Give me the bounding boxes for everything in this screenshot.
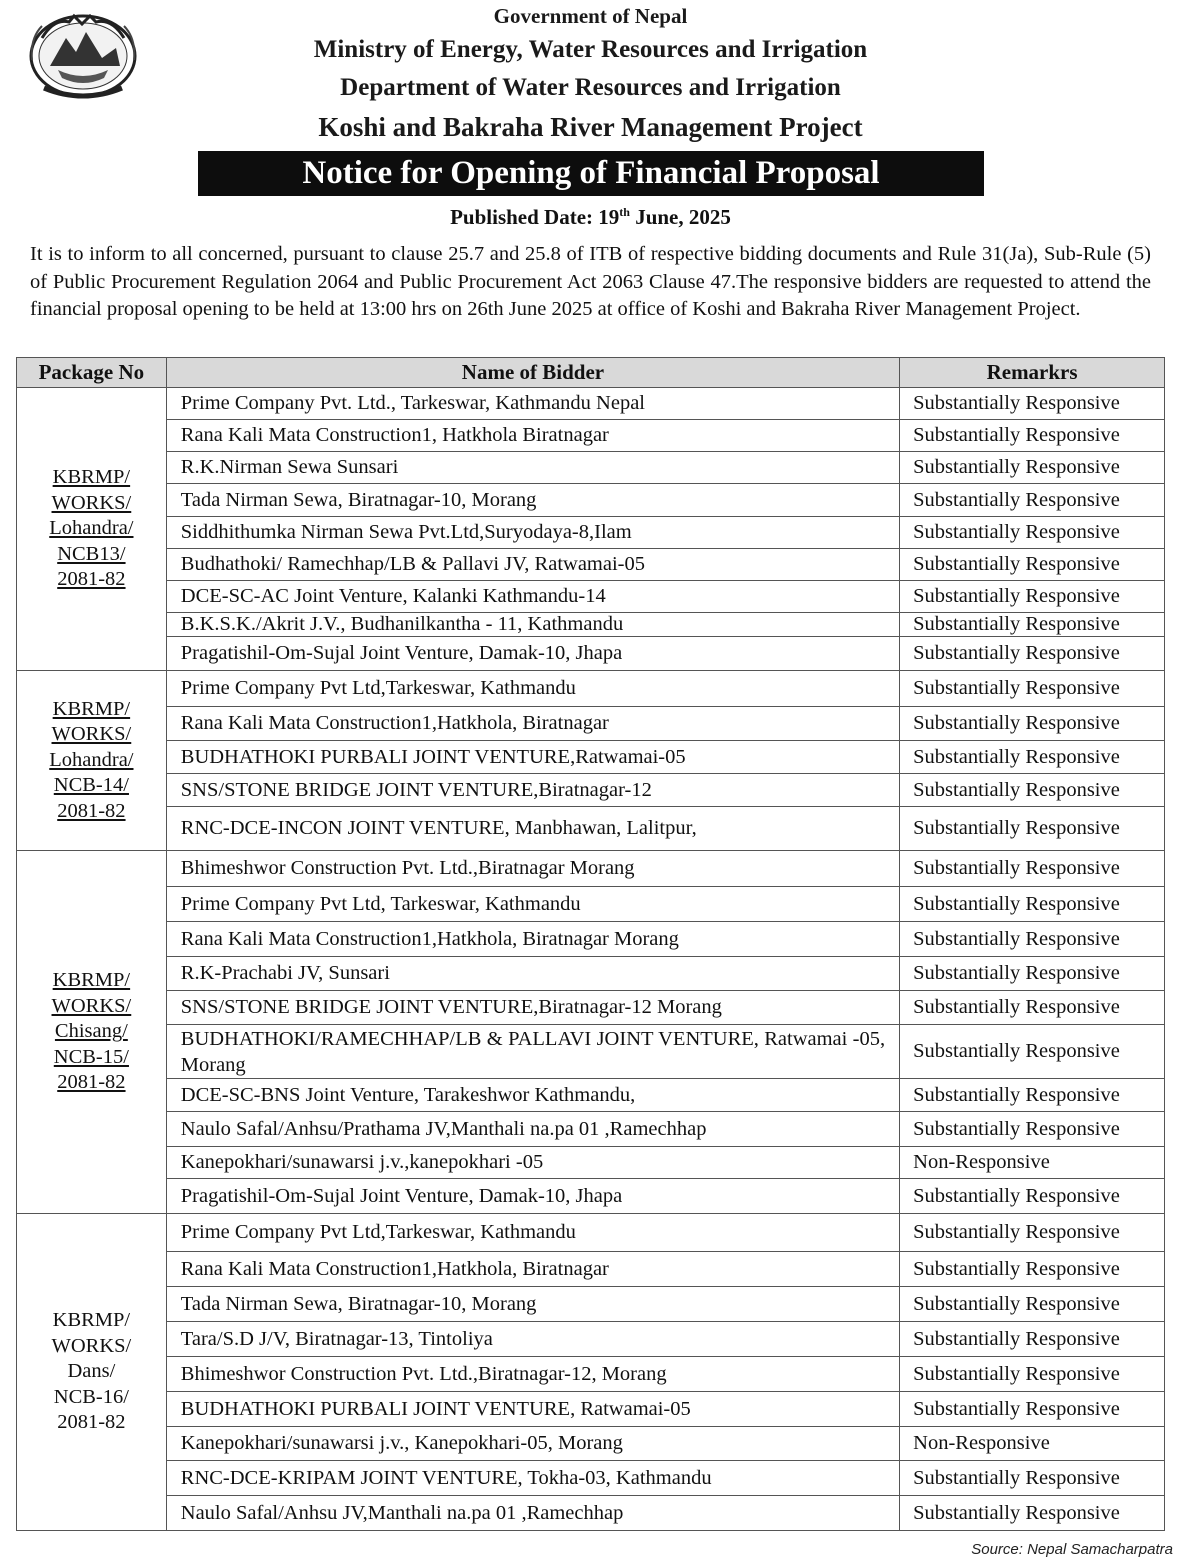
- table-row: [17, 1147, 1165, 1179]
- remark-cell: Substantially Responsive: [900, 671, 1165, 707]
- bidder-name-cell: RNC-DCE-KRIPAM JOINT VENTURE, Tokha-03, Kathmandu: [166, 1461, 899, 1496]
- bidder-name-cell: Pragatishil-Om-Sujal Joint Venture, Damak-10, Jhapa: [166, 1179, 899, 1214]
- government-title: Government of Nepal: [493, 4, 688, 28]
- intro-paragraph: It is to inform to all concerned, pursuant to clause 25.7 and 25.8 of ITB of respective bidding documents and Rule 31(Ja), Sub-Rule (5) of Public Procurement Regulation 2064 and Public Procurement Act 2063 Clause 47.The responsive bidders are requested to attend the financial proposal opening to be held at 13:00 hrs on 26th June 2025 at office of Koshi and Bakraha River Management Project.: [30, 243, 1151, 320]
- package-number-line: KBRMP/: [52, 1309, 131, 1332]
- bidder-name-cell: DCE-SC-BNS Joint Venture, Tarakeshwor Kathmandu,: [166, 1079, 899, 1112]
- remark-cell: Substantially Responsive: [900, 388, 1165, 420]
- remark-cell: Substantially Responsive: [900, 774, 1165, 807]
- header-bidder-name: Name of Bidder: [166, 358, 899, 388]
- package-number-line: NCB13/: [57, 542, 126, 565]
- remark-cell: Substantially Responsive: [900, 1287, 1165, 1322]
- remark-cell: Substantially Responsive: [900, 1461, 1165, 1496]
- table-row: [17, 549, 1165, 581]
- table-row: [17, 1496, 1165, 1531]
- remark-cell: Substantially Responsive: [900, 851, 1165, 887]
- remark-cell: Substantially Responsive: [900, 637, 1165, 671]
- bidder-name-cell: Prime Company Pvt Ltd, Tarkeswar, Kathmandu: [166, 887, 899, 922]
- bidder-name-cell: R.K-Prachabi JV, Sunsari: [166, 957, 899, 991]
- bidder-name-cell: Rana Kali Mata Construction1, Hatkhola Biratnagar: [166, 420, 899, 452]
- table-row: [17, 1079, 1165, 1112]
- table-row: [17, 1322, 1165, 1357]
- package-number-line: WORKS/: [51, 1334, 132, 1357]
- table-row: [17, 517, 1165, 549]
- table-row: [17, 1112, 1165, 1147]
- remark-cell: Substantially Responsive: [900, 420, 1165, 452]
- bidder-name-cell: B.K.S.K./Akrit J.V., Budhanilkantha - 11, Kathmandu: [166, 613, 899, 637]
- remark-cell: Substantially Responsive: [900, 1322, 1165, 1357]
- bidder-name-cell: Budhathoki/ Ramechhap/LB & Pallavi JV, Ratwamai-05: [166, 549, 899, 581]
- package-number-line: Dans/: [67, 1360, 116, 1383]
- table-row: [17, 452, 1165, 484]
- table-row: [17, 1427, 1165, 1461]
- department-title: Department of Water Resources and Irrigation: [340, 74, 841, 101]
- remark-cell: Substantially Responsive: [900, 1357, 1165, 1392]
- header-package-no: Package No: [17, 358, 167, 388]
- remark-cell: Non-Responsive: [900, 1147, 1165, 1179]
- bidder-name-cell: RNC-DCE-INCON JOINT VENTURE, Manbhawan, Lalitpur,: [166, 807, 899, 851]
- table-row: [17, 1287, 1165, 1322]
- remark-cell: Substantially Responsive: [900, 707, 1165, 741]
- table-row: [17, 1392, 1165, 1427]
- bidder-name-cell: Pragatishil-Om-Sujal Joint Venture, Damak-10, Jhapa: [166, 637, 899, 671]
- table-row: [17, 581, 1165, 613]
- remark-cell: Substantially Responsive: [900, 549, 1165, 581]
- package-number-cell: [17, 388, 167, 671]
- table-row: [17, 991, 1165, 1025]
- package-number-line: KBRMP/: [52, 466, 131, 489]
- package-number-line: WORKS/: [51, 723, 132, 746]
- remark-cell: Substantially Responsive: [900, 1496, 1165, 1531]
- bidder-name-cell: SNS/STONE BRIDGE JOINT VENTURE,Biratnagar-12: [166, 774, 899, 807]
- remark-cell: Substantially Responsive: [900, 887, 1165, 922]
- remark-cell: Substantially Responsive: [900, 1179, 1165, 1214]
- package-number-line: WORKS/: [51, 491, 132, 514]
- table-row: [17, 707, 1165, 741]
- table-row: [17, 420, 1165, 452]
- bidder-name-cell: Tada Nirman Sewa, Biratnagar-10, Morang: [166, 484, 899, 517]
- package-number-line: 2081-82: [57, 1411, 126, 1434]
- bidder-name-cell: Prime Company Pvt. Ltd., Tarkeswar, Kathmandu Nepal: [166, 388, 899, 420]
- bidder-name-cell: Rana Kali Mata Construction1,Hatkhola, Biratnagar: [166, 707, 899, 741]
- bidder-name-cell: BUDHATHOKI/RAMECHHAP/LB & PALLAVI JOINT VENTURE, Ratwamai -05, Morang: [166, 1025, 899, 1079]
- table-header-row: [17, 358, 1165, 388]
- package-number-line: NCB-16/: [53, 1385, 129, 1408]
- bidder-name-cell: DCE-SC-AC Joint Venture, Kalanki Kathmandu-14: [166, 581, 899, 613]
- table-row: [17, 1461, 1165, 1496]
- package-number-line: 2081-82: [57, 1071, 126, 1094]
- package-number-cell: [17, 851, 167, 1214]
- bidder-name-cell: SNS/STONE BRIDGE JOINT VENTURE,Biratnagar-12 Morang: [166, 991, 899, 1025]
- bidder-name-cell: Bhimeshwor Construction Pvt. Ltd.,Biratnagar-12, Morang: [166, 1357, 899, 1392]
- bidder-name-cell: Prime Company Pvt Ltd,Tarkeswar, Kathmandu: [166, 1214, 899, 1252]
- table-row: [17, 388, 1165, 420]
- table-row: [17, 741, 1165, 774]
- remark-cell: Substantially Responsive: [900, 991, 1165, 1025]
- package-number-line: 2081-82: [57, 568, 126, 591]
- bidder-name-cell: Naulo Safal/Anhsu/Prathama JV,Manthali na.pa 01 ,Ramechhap: [166, 1112, 899, 1147]
- table-row: [17, 484, 1165, 517]
- table-row: [17, 613, 1165, 637]
- table-row: [17, 671, 1165, 707]
- bidder-name-cell: Rana Kali Mata Construction1,Hatkhola, Biratnagar Morang: [166, 922, 899, 957]
- bidder-name-cell: Bhimeshwor Construction Pvt. Ltd.,Biratnagar Morang: [166, 851, 899, 887]
- remark-cell: Substantially Responsive: [900, 452, 1165, 484]
- remark-cell: Substantially Responsive: [900, 613, 1165, 637]
- table-row: [17, 807, 1165, 851]
- table-row: [17, 1252, 1165, 1287]
- remark-cell: Substantially Responsive: [900, 1214, 1165, 1252]
- remark-cell: Substantially Responsive: [900, 1079, 1165, 1112]
- remark-cell: Non-Responsive: [900, 1427, 1165, 1461]
- table-row: [17, 1357, 1165, 1392]
- bidder-name-cell: BUDHATHOKI PURBALI JOINT VENTURE,Ratwamai-05: [166, 741, 899, 774]
- table-row: [17, 887, 1165, 922]
- remark-cell: Substantially Responsive: [900, 741, 1165, 774]
- table-row: [17, 637, 1165, 671]
- package-number-line: NCB-14/: [53, 774, 129, 797]
- bidder-name-cell: Kanepokhari/sunawarsi j.v., Kanepokhari-05, Morang: [166, 1427, 899, 1461]
- package-number-line: KBRMP/: [52, 969, 131, 992]
- package-number-cell: [17, 1214, 167, 1531]
- remark-cell: Substantially Responsive: [900, 1252, 1165, 1287]
- bidder-name-cell: BUDHATHOKI PURBALI JOINT VENTURE, Ratwamai-05: [166, 1392, 899, 1427]
- remark-cell: Substantially Responsive: [900, 517, 1165, 549]
- remark-cell: Substantially Responsive: [900, 581, 1165, 613]
- package-number-line: 2081-82: [57, 799, 126, 822]
- remark-cell: Substantially Responsive: [900, 1392, 1165, 1427]
- table-body: [17, 388, 1165, 1531]
- remark-cell: Substantially Responsive: [900, 484, 1165, 517]
- package-number-line: WORKS/: [51, 994, 132, 1017]
- remark-cell: Substantially Responsive: [900, 922, 1165, 957]
- notice-title-banner: Notice for Opening of Financial Proposal: [198, 151, 984, 196]
- package-number-line: NCB-15/: [53, 1045, 129, 1068]
- package-number-line: Chisang/: [54, 1020, 128, 1043]
- bidder-name-cell: R.K.Nirman Sewa Sunsari: [166, 452, 899, 484]
- bidder-table: [16, 357, 1165, 1531]
- package-number-cell: [17, 671, 167, 851]
- bidder-name-cell: Rana Kali Mata Construction1,Hatkhola, Biratnagar: [166, 1252, 899, 1287]
- package-number-line: Lohandra/: [49, 517, 134, 540]
- remark-cell: Substantially Responsive: [900, 807, 1165, 851]
- bidder-name-cell: Prime Company Pvt Ltd,Tarkeswar, Kathmandu: [166, 671, 899, 707]
- ministry-title: Ministry of Energy, Water Resources and Irrigation: [313, 36, 868, 63]
- bidder-name-cell: Siddhithumka Nirman Sewa Pvt.Ltd,Suryodaya-8,Ilam: [166, 517, 899, 549]
- remark-cell: Substantially Responsive: [900, 957, 1165, 991]
- remark-cell: Substantially Responsive: [900, 1112, 1165, 1147]
- package-number-line: KBRMP/: [52, 697, 131, 720]
- header-remarks: Remarkrs: [900, 358, 1165, 388]
- table-row: [17, 774, 1165, 807]
- bidder-name-cell: Tara/S.D J/V, Biratnagar-13, Tintoliya: [166, 1322, 899, 1357]
- table-row: [17, 957, 1165, 991]
- table-row: [17, 1214, 1165, 1252]
- table-row: [17, 1179, 1165, 1214]
- package-number-line: Lohandra/: [49, 748, 134, 771]
- published-date: Published Date: 19th June, 2025: [450, 205, 731, 229]
- bidder-name-cell: Kanepokhari/sunawarsi j.v.,kanepokhari -05: [166, 1147, 899, 1179]
- table-row: [17, 851, 1165, 887]
- source-credit: Source: Nepal Samacharpatra: [971, 1541, 1173, 1558]
- table-row: [17, 1025, 1165, 1079]
- remark-cell: Substantially Responsive: [900, 1025, 1165, 1079]
- project-title: Koshi and Bakraha River Management Project: [318, 112, 863, 142]
- bidder-name-cell: Tada Nirman Sewa, Biratnagar-10, Morang: [166, 1287, 899, 1322]
- bidder-name-cell: Naulo Safal/Anhsu JV,Manthali na.pa 01 ,Ramechhap: [166, 1496, 899, 1531]
- table-row: [17, 922, 1165, 957]
